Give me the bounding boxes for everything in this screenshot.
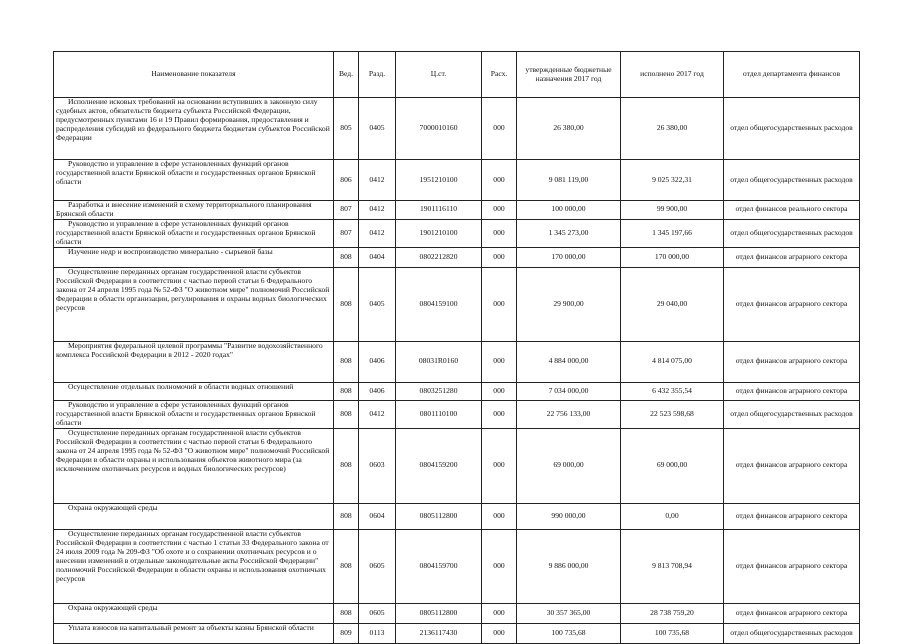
row-rash: 000 — [482, 267, 517, 341]
row-razd: 0406 — [359, 341, 396, 382]
row-ved: 808 — [334, 603, 359, 623]
row-fact: 99 900,00 — [621, 201, 724, 220]
row-ved: 808 — [334, 382, 359, 400]
row-ved: 808 — [334, 428, 359, 503]
table-row — [54, 219, 860, 247]
header-dept: отдел департамента финансов — [724, 52, 860, 98]
row-ved: 808 — [334, 341, 359, 382]
row-ved: 808 — [334, 247, 359, 267]
row-fact: 4 814 075,00 — [621, 341, 724, 382]
row-fact: 0,00 — [621, 503, 724, 529]
table-row — [54, 503, 860, 529]
row-name — [54, 623, 334, 643]
row-fact: 69 000,00 — [621, 428, 724, 503]
row-rash: 000 — [482, 603, 517, 623]
row-plan: 69 000,00 — [517, 428, 621, 503]
indicator-name-text: Исполнение исковых требований на основании вступивших в законную силу судебных актов, обязательств бюджета субъекта Российской Федерации, предусмотренных пунктами 16 и 19 Правил формирования, предоставления и распределения субсидий из федерального бюджета бюджетам субъектов Российской Федерации — [56, 97, 330, 142]
header-plan: утвержденные бюджетные назначения 2017 год — [517, 52, 621, 98]
row-razd: 0113 — [359, 623, 396, 643]
row-rash: 000 — [482, 428, 517, 503]
row-ved: 808 — [334, 503, 359, 529]
row-dept: отдел общегосударственных расходов — [724, 400, 860, 428]
table-row — [54, 382, 860, 400]
indicator-name-text: Осуществление отдельных полномочий в области водных отношений — [68, 382, 294, 391]
header-ved: Вед. — [334, 52, 359, 98]
table-row — [54, 623, 860, 643]
row-fact: 22 523 598,68 — [621, 400, 724, 428]
row-fact: 9 813 708,94 — [621, 529, 724, 603]
row-cst: 7000010160 — [396, 98, 482, 160]
row-rash: 000 — [482, 503, 517, 529]
row-fact: 9 025 322,31 — [621, 160, 724, 201]
row-plan: 990 000,00 — [517, 503, 621, 529]
row-fact: 1 345 197,66 — [621, 219, 724, 247]
header-rash: Расх. — [482, 52, 517, 98]
row-cst: 0802212820 — [396, 247, 482, 267]
indicator-name-text: Руководство и управление в сфере установленных функций органов государственной власти Брянской области и государственных органов Брянской области — [56, 400, 316, 427]
indicator-name-text: Уплата взносов на капитальный ремонт за объекты казны Брянской области — [68, 623, 314, 632]
row-razd: 0412 — [359, 201, 396, 220]
table-row — [54, 247, 860, 267]
row-rash: 000 — [482, 219, 517, 247]
indicator-name-text: Руководство и управление в сфере установленных функций органов государственной власти Брянской области и государственных органов Брянской области — [56, 219, 316, 246]
row-name — [54, 400, 334, 428]
row-cst: 0805112800 — [396, 603, 482, 623]
row-razd: 0406 — [359, 382, 396, 400]
table-row — [54, 529, 860, 603]
indicator-name-text: Осуществление переданных органам государственной власти субъектов Российской Федерации в соответствии с частью первой статьи 6 Федерального закона от 24 апреля 1995 года № 52-ФЗ "О животном мире" полномочий Российской Федерации в области охраны и использования объектов животного мира (за исключением охотничьих ресурсов и водных биологических ресурсов) — [56, 428, 330, 473]
row-dept: отдел финансов аграрного сектора — [724, 247, 860, 267]
row-dept: отдел финансов аграрного сектора — [724, 428, 860, 503]
row-rash: 000 — [482, 529, 517, 603]
table-body — [54, 98, 860, 644]
row-plan: 100 735,68 — [517, 623, 621, 643]
indicator-name-text: Охрана окружающей среды — [68, 603, 158, 612]
indicator-name-text: Осуществление переданных органам государственной власти субъектов Российской Федерации в соответствии с частью первой статьи 6 Федерального закона от 24 апреля 1995 года № 52-ФЗ "О животном мире" полномочий Российской Федерации в области организации, регулирования и охраны водных биологических ресурсов — [56, 267, 330, 312]
row-plan: 170 000,00 — [517, 247, 621, 267]
row-plan: 9 886 000,00 — [517, 529, 621, 603]
row-name — [54, 428, 334, 503]
row-dept: отдел финансов аграрного сектора — [724, 341, 860, 382]
row-razd: 0605 — [359, 603, 396, 623]
row-cst: 0804159700 — [396, 529, 482, 603]
row-cst: 2136117430 — [396, 623, 482, 643]
row-cst: 0801110100 — [396, 400, 482, 428]
row-fact: 6 432 355,54 — [621, 382, 724, 400]
row-cst: 0804159100 — [396, 267, 482, 341]
budget-table — [53, 51, 860, 644]
row-cst: 0803251280 — [396, 382, 482, 400]
row-dept: отдел финансов аграрного сектора — [724, 503, 860, 529]
row-dept: отдел финансов аграрного сектора — [724, 267, 860, 341]
row-cst: 1951210100 — [396, 160, 482, 201]
header-name: Наименование показателя — [54, 52, 334, 98]
table-row — [54, 267, 860, 341]
table-row — [54, 98, 860, 160]
row-fact: 100 735,68 — [621, 623, 724, 643]
row-name — [54, 267, 334, 341]
row-dept: отдел общегосударственных расходов — [724, 623, 860, 643]
header-razd: Разд. — [359, 52, 396, 98]
row-fact: 170 000,00 — [621, 247, 724, 267]
header-fact: исполнено 2017 год — [621, 52, 724, 98]
indicator-name-text: Разработка и внесение изменений в схему территориального планирования Брянской области — [56, 200, 312, 218]
row-rash: 000 — [482, 341, 517, 382]
row-dept: отдел общегосударственных расходов — [724, 98, 860, 160]
table-row — [54, 160, 860, 201]
row-dept: отдел финансов реального сектора — [724, 201, 860, 220]
row-ved: 808 — [334, 529, 359, 603]
row-cst: 1901210100 — [396, 219, 482, 247]
row-cst: 0805112800 — [396, 503, 482, 529]
indicator-name-text: Охрана окружающей среды — [68, 503, 158, 512]
row-name — [54, 529, 334, 603]
row-rash: 000 — [482, 98, 517, 160]
row-name — [54, 341, 334, 382]
row-razd: 0412 — [359, 160, 396, 201]
row-razd: 0605 — [359, 529, 396, 603]
row-razd: 0412 — [359, 400, 396, 428]
row-name — [54, 160, 334, 201]
row-razd: 0405 — [359, 98, 396, 160]
row-ved: 809 — [334, 623, 359, 643]
row-plan: 22 756 133,00 — [517, 400, 621, 428]
table-row — [54, 341, 860, 382]
row-plan: 1 345 273,00 — [517, 219, 621, 247]
row-plan: 7 034 000,00 — [517, 382, 621, 400]
row-ved: 808 — [334, 400, 359, 428]
row-name — [54, 247, 334, 267]
row-razd: 0412 — [359, 219, 396, 247]
indicator-name-text: Изучение недр и воспроизводство минерально - сырьевой базы — [68, 247, 273, 256]
row-rash: 000 — [482, 247, 517, 267]
row-rash: 000 — [482, 400, 517, 428]
row-name — [54, 98, 334, 160]
table-row — [54, 603, 860, 623]
row-plan: 30 357 365,00 — [517, 603, 621, 623]
row-name — [54, 219, 334, 247]
row-plan: 26 380,00 — [517, 98, 621, 160]
row-rash: 000 — [482, 382, 517, 400]
row-ved: 805 — [334, 98, 359, 160]
row-dept: отдел общегосударственных расходов — [724, 160, 860, 201]
row-dept: отдел финансов аграрного сектора — [724, 382, 860, 400]
row-fact: 28 738 759,20 — [621, 603, 724, 623]
row-cst: 0804159200 — [396, 428, 482, 503]
table-row — [54, 428, 860, 503]
row-razd: 0405 — [359, 267, 396, 341]
row-cst: 08031R0160 — [396, 341, 482, 382]
header-cst: Ц.ст. — [396, 52, 482, 98]
row-dept: отдел финансов аграрного сектора — [724, 529, 860, 603]
row-plan: 4 884 000,00 — [517, 341, 621, 382]
row-ved: 808 — [334, 267, 359, 341]
row-rash: 000 — [482, 160, 517, 201]
indicator-name-text: Руководство и управление в сфере установленных функций органов государственной власти Брянской области и государственных органов Брянской области — [56, 159, 316, 186]
row-name — [54, 603, 334, 623]
row-razd: 0604 — [359, 503, 396, 529]
indicator-name-text: Мероприятия федеральной целевой программы "Развитие водохозяйственного комплекса Российской Федерации в 2012 - 2020 годах" — [56, 341, 323, 359]
row-plan: 29 900,00 — [517, 267, 621, 341]
row-cst: 1901116110 — [396, 201, 482, 220]
row-fact: 26 380,00 — [621, 98, 724, 160]
row-fact: 29 040,00 — [621, 267, 724, 341]
row-ved: 807 — [334, 201, 359, 220]
row-ved: 807 — [334, 219, 359, 247]
row-name — [54, 503, 334, 529]
row-plan: 9 081 119,00 — [517, 160, 621, 201]
row-dept: отдел общегосударственных расходов — [724, 219, 860, 247]
row-plan: 100 000,00 — [517, 201, 621, 220]
table-row — [54, 201, 860, 220]
row-name — [54, 382, 334, 400]
row-rash: 000 — [482, 201, 517, 220]
row-razd: 0404 — [359, 247, 396, 267]
table-row — [54, 400, 860, 428]
row-dept: отдел финансов аграрного сектора — [724, 603, 860, 623]
row-name — [54, 201, 334, 220]
row-razd: 0603 — [359, 428, 396, 503]
table-header-row — [54, 52, 860, 98]
indicator-name-text: Осуществление переданных органам государственной власти субъектов Российской Федерации в соответствии с частью 1 статьи 33 Федерального закона от 24 июля 2009 года № 209-ФЗ "Об охоте и о сохранении охотничьих ресурсов и о внесении изменений в отдельные законодательные акты Российской Федерации" полномочий Российской Федерации в области охраны и использования охотничьих ресурсов — [56, 529, 329, 583]
row-ved: 806 — [334, 160, 359, 201]
row-rash: 000 — [482, 623, 517, 643]
